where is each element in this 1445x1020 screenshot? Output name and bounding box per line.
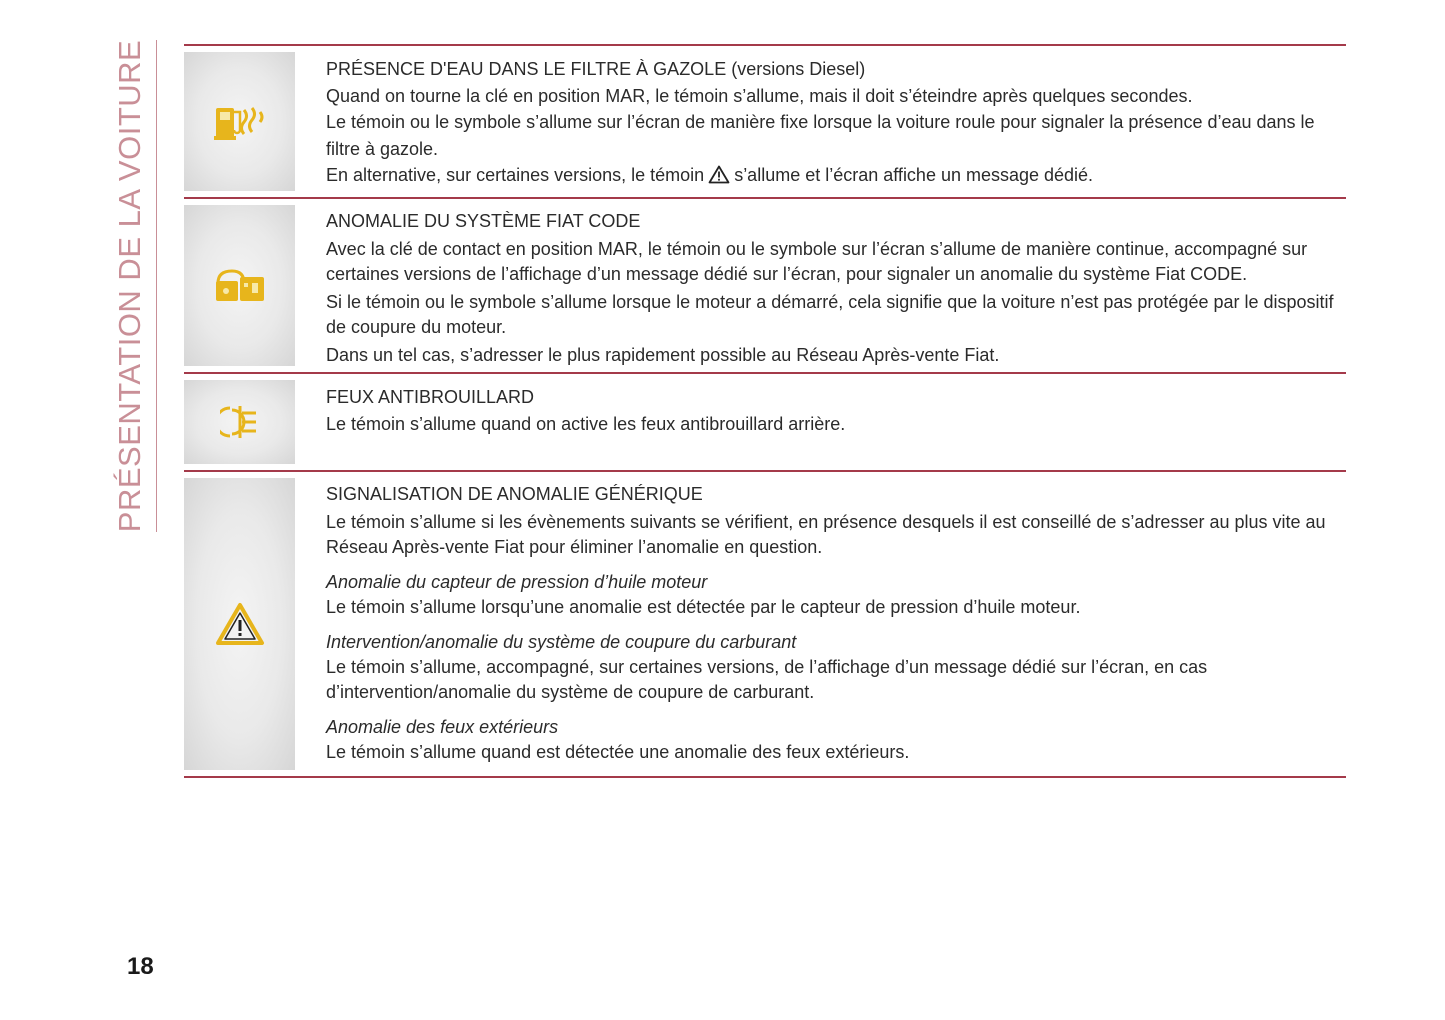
table-row-water-in-fuel <box>184 46 1346 197</box>
row-text <box>295 374 1346 470</box>
table-row-generic-anomaly <box>184 472 1346 776</box>
icon-cell <box>184 52 295 191</box>
subheading: Anomalie des feux extérieurs <box>326 717 559 737</box>
section-heading: PRÉSENCE D'EAU DANS LE FILTRE À GAZOLE (versions Diesel) <box>326 59 866 79</box>
icon-cell <box>184 478 295 770</box>
paragraph: Le témoin s’allume quand on active les feux antibrouillard arrière. <box>326 413 846 434</box>
paragraph: Le témoin ou le symbole s’allume sur l’écran de manière fixe lorsque la voiture roule pour signaler la présence d’eau dans le filtre à gazole. <box>326 112 1315 159</box>
row-text <box>295 46 1346 197</box>
table-row-fiat-code <box>184 199 1346 372</box>
paragraph-text-before: En alternative, sur certaines versions, le témoin <box>326 165 705 185</box>
side-section-title <box>88 40 172 532</box>
icon-cell <box>184 205 295 366</box>
table-rule <box>184 776 1346 778</box>
icon-cell <box>184 380 295 464</box>
paragraph: Avec la clé de contact en position MAR, le témoin ou le symbole sur l’écran s’allume de manière continue, accompagné sur certaines versions de l’affichage d’un message dédié sur l’écran, pour signaler un anomalie du système Fiat CODE. <box>326 239 1308 284</box>
paragraph-text-after: s’allume et l’écran affiche un message dédié. <box>734 165 1094 185</box>
warning-lights-table <box>184 44 1346 778</box>
paragraph: Le témoin s’allume, accompagné, sur certaines versions, de l’affichage d’un message dédié sur l’écran, en cas d’intervention/anomalie du système de coupure de carburant. <box>326 657 1208 702</box>
paragraph: Si le témoin ou le symbole s’allume lorsque le moteur a démarré, cela signifie que la voiture n’est pas protégée par le dispositif de coupure du moteur. <box>326 292 1334 337</box>
page-number: 18 <box>127 953 154 980</box>
row-text <box>295 472 1346 776</box>
side-title-rule <box>156 40 157 532</box>
warning-triangle-icon <box>215 602 265 646</box>
row-text <box>295 199 1346 372</box>
paragraph: Quand on tourne la clé en position MAR, le témoin s’allume, mais il doit s’éteindre après quelques secondes. <box>326 85 1193 106</box>
table-row-fog-lights <box>184 374 1346 470</box>
paragraph: Le témoin s’allume quand est détectée une anomalie des feux extérieurs. <box>326 742 910 762</box>
section-heading: SIGNALISATION DE ANOMALIE GÉNÉRIQUE <box>326 484 703 504</box>
rear-fog-light-icon <box>220 404 260 440</box>
section-heading: FEUX ANTIBROUILLARD <box>326 387 535 407</box>
section-heading: ANOMALIE DU SYSTÈME FIAT CODE <box>326 211 641 231</box>
subheading: Anomalie du capteur de pression d’huile moteur <box>326 572 708 592</box>
water-in-fuel-icon <box>214 102 266 142</box>
paragraph: Le témoin s’allume si les évènements suivants se vérifient, en présence desquels il est conseillé de s’adresser au plus vite au Réseau Après-vente Fiat pour éliminer l’anomalie en question. <box>326 512 1326 557</box>
subheading: Intervention/anomalie du système de coupure du carburant <box>326 632 797 652</box>
warning-triangle-inline-icon <box>708 165 730 184</box>
paragraph: Dans un tel cas, s’adresser le plus rapidement possible au Réseau Après-vente Fiat. <box>326 345 1000 365</box>
fiat-code-icon <box>214 269 266 303</box>
paragraph-with-inline-icon <box>326 162 1346 189</box>
paragraph: Le témoin s’allume lorsqu’une anomalie est détectée par le capteur de pression d’huile moteur. <box>326 597 1081 617</box>
side-title-text: PRÉSENTATION DE LA VOITURE <box>112 39 148 533</box>
